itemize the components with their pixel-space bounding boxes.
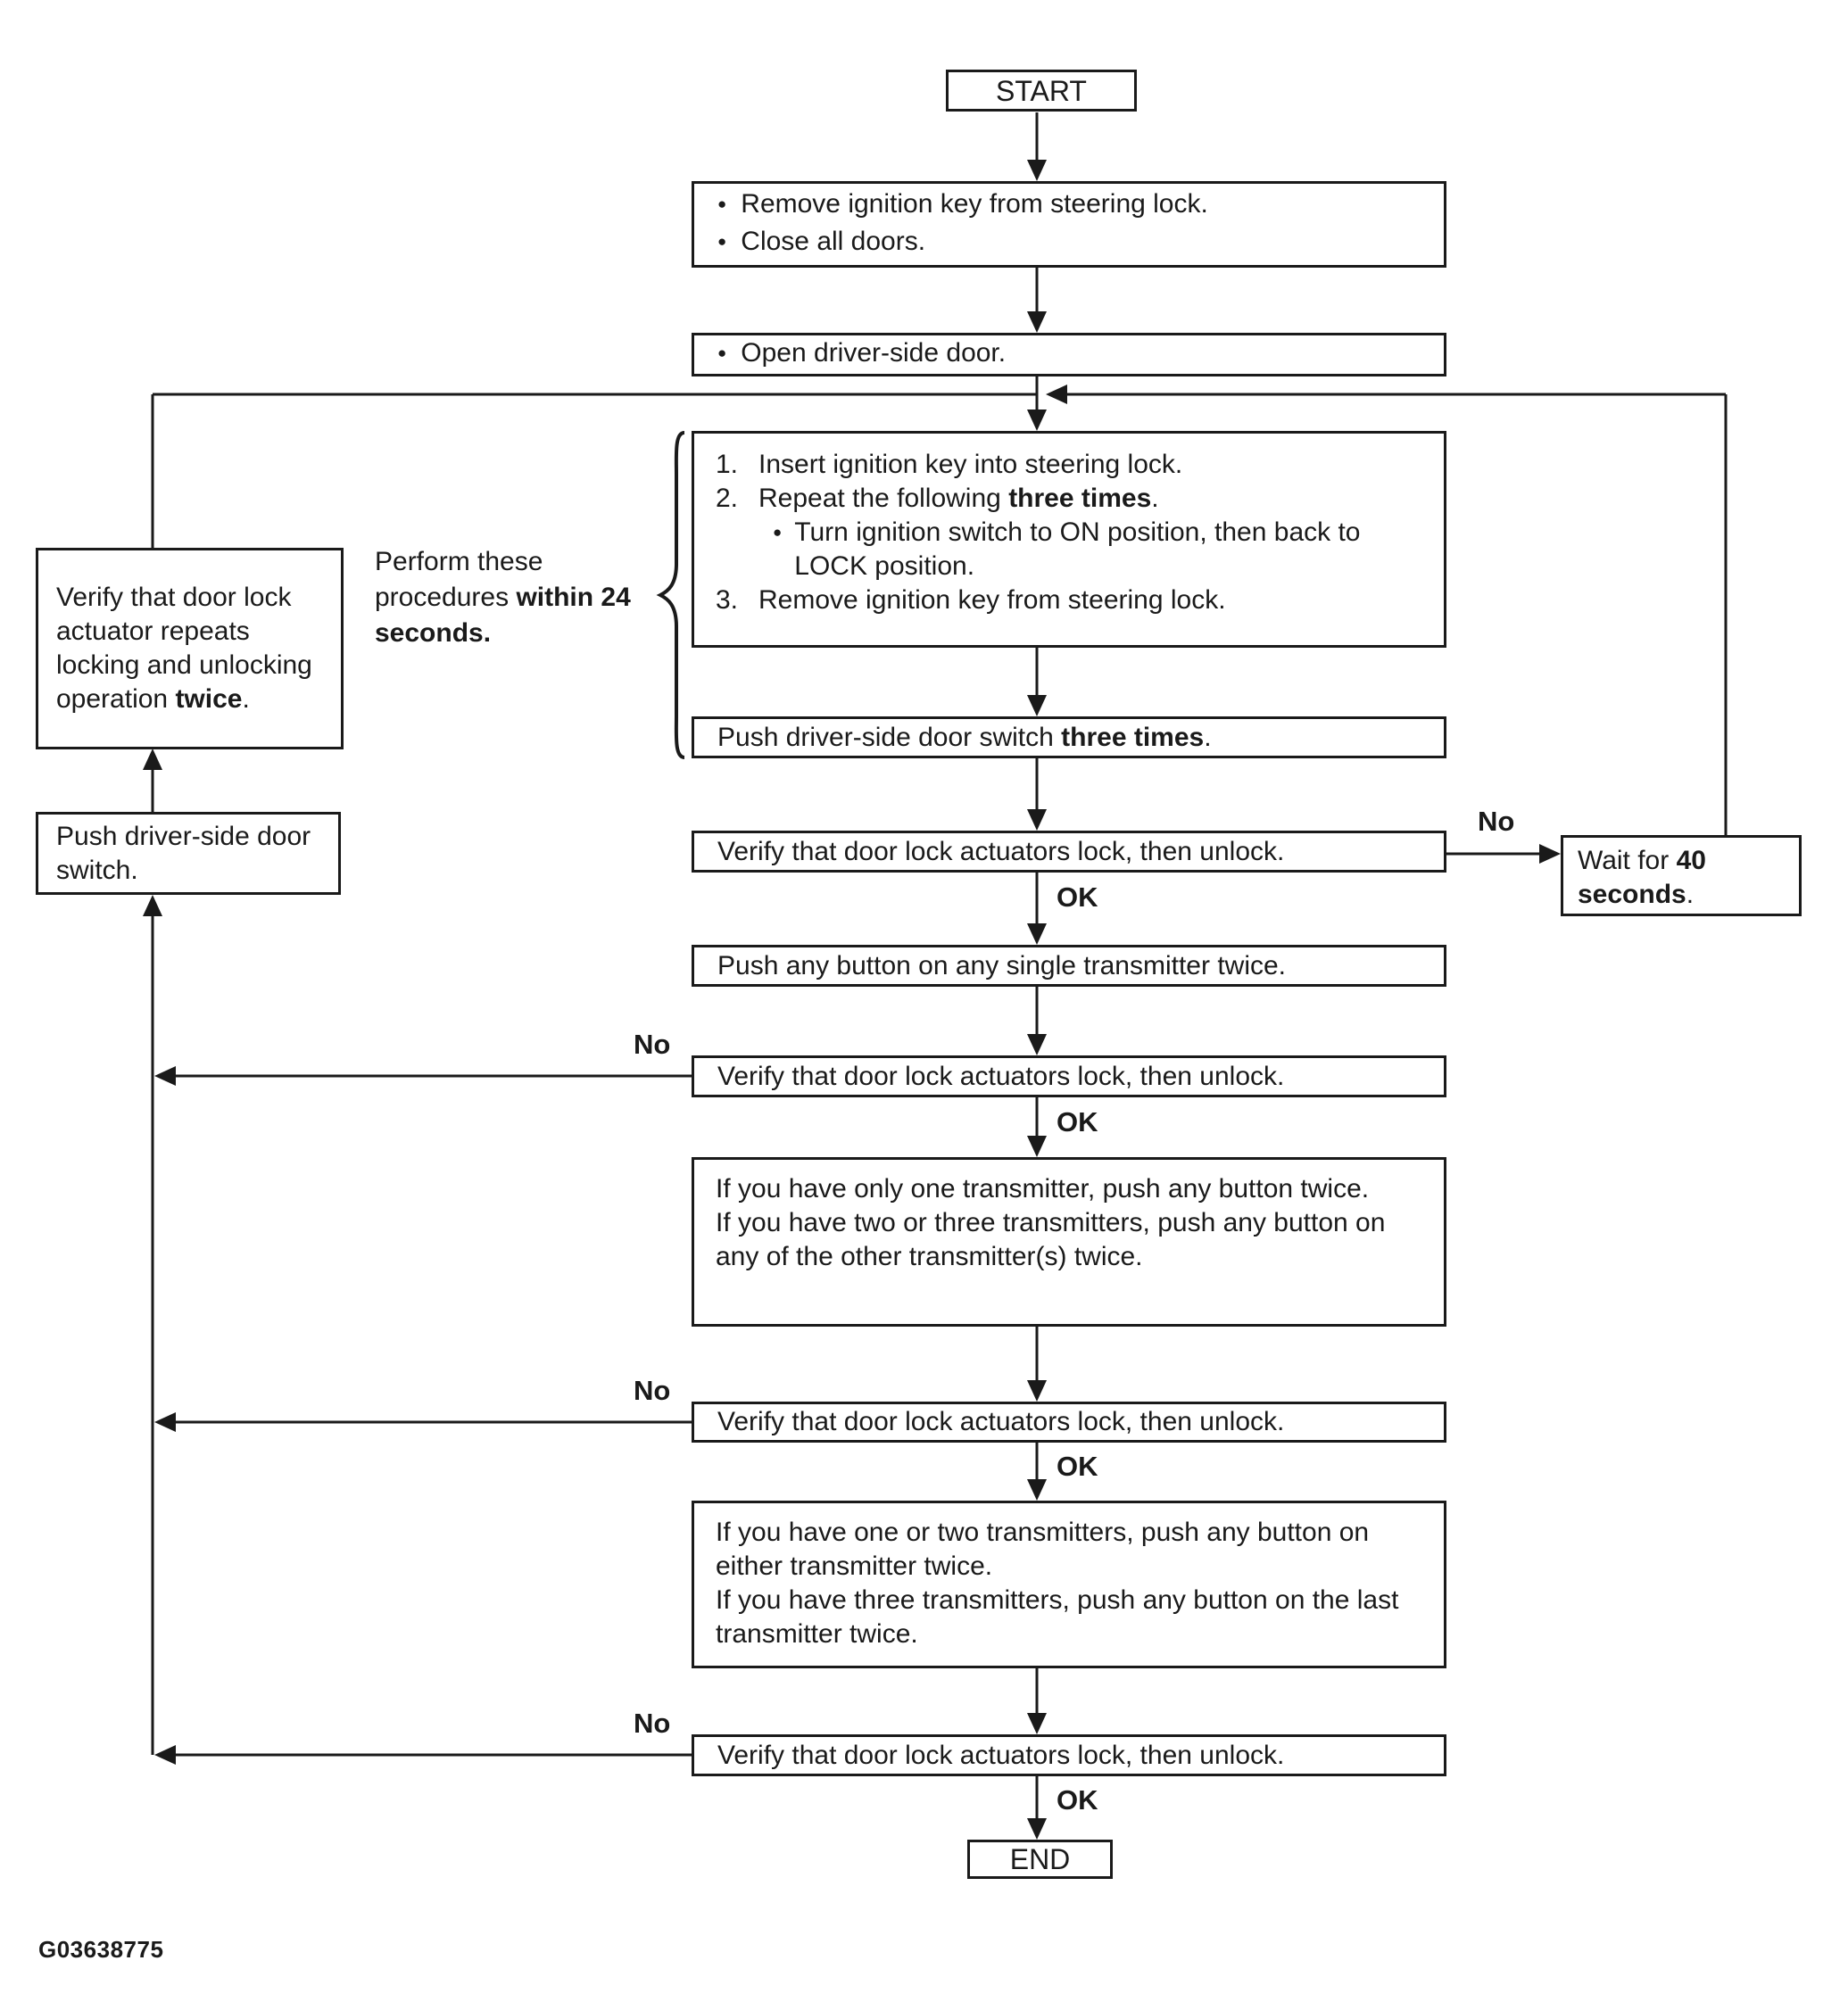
step-text: Turn ignition switch to ON position, then back to LOCK position. <box>794 517 1361 581</box>
step-text: Verify that door lock actuators lock, then unlock. <box>717 836 1285 866</box>
left-push-switch-step <box>36 812 341 895</box>
end-label: END <box>1009 1843 1071 1875</box>
step-text: Verify that door lock actuators lock, then unlock. <box>717 1740 1285 1770</box>
start-label: START <box>996 74 1087 107</box>
verify-step-3 <box>692 1402 1446 1443</box>
figure-code: G03638775 <box>38 1936 164 1963</box>
step-text: Verify that door lock actuators lock, then unlock. <box>717 1061 1285 1091</box>
procedure-step-3 <box>716 583 1428 617</box>
push-switch-three-times-step <box>692 716 1446 758</box>
wait-40-seconds-step: Wait for 40 seconds. <box>1561 835 1802 916</box>
ok-label-4: OK <box>1057 1784 1098 1816</box>
procedure-brace <box>652 428 692 762</box>
step-text: Verify that door lock actuator repeats locking and unlocking operation twice. <box>56 583 312 714</box>
step-line: ● Open driver-side door. <box>717 336 1006 374</box>
no-label-3: No <box>634 1375 671 1406</box>
step-text: Remove ignition key from steering lock. <box>758 585 1226 615</box>
open-door-step <box>692 333 1446 376</box>
step-text: Insert ignition key into steering lock. <box>758 450 1183 479</box>
ignition-procedure-step <box>692 431 1446 648</box>
procedure-step-2 <box>716 482 1428 516</box>
timing-note: Perform these procedures within 24 seconds. <box>375 547 631 648</box>
step-number: 2. <box>716 484 739 513</box>
remove-key-step <box>692 181 1446 268</box>
step-number: 3. <box>716 585 739 615</box>
end-node <box>967 1840 1113 1879</box>
verify-step-2 <box>692 1055 1446 1097</box>
step-line: If you have three transmitters, push any button on the last transmitter twice. <box>716 1585 1399 1649</box>
no-label-2: No <box>634 1029 671 1060</box>
bullet-icon <box>773 516 782 583</box>
step-text: Push any button on any single transmitter twice. <box>717 950 1287 980</box>
start-node <box>946 70 1137 112</box>
ok-label-3: OK <box>1057 1451 1098 1482</box>
no-label-1: No <box>1478 806 1515 837</box>
verify-step-1 <box>692 831 1446 873</box>
step-text: Push driver-side door switch. <box>56 821 311 885</box>
verify-step-4 <box>692 1734 1446 1776</box>
step-line: ● Close all doors. <box>717 225 1435 262</box>
push-any-button-step <box>692 945 1446 987</box>
step-text: Repeat the following three times. <box>758 484 1159 513</box>
step-line: If you have two or three transmitters, push any button on any of the other transmitter(s) twice. <box>716 1208 1386 1271</box>
no-label-4: No <box>634 1708 671 1739</box>
procedure-step-1 <box>716 448 1428 482</box>
step-text: Verify that door lock actuators lock, then unlock. <box>717 1407 1285 1436</box>
step-line: If you have only one transmitter, push any button twice. <box>716 1174 1370 1204</box>
step-line: ● Remove ignition key from steering lock. <box>717 187 1435 225</box>
procedure-step-2-sub <box>773 516 1428 583</box>
ok-label-2: OK <box>1057 1106 1098 1138</box>
ok-label-1: OK <box>1057 881 1098 913</box>
step-number: 1. <box>716 450 739 479</box>
step-text: Push driver-side door switch three times. <box>717 722 1212 752</box>
last-transmitter-step <box>692 1501 1446 1668</box>
other-transmitters-step <box>692 1157 1446 1327</box>
left-verify-actuator-step <box>36 548 344 749</box>
step-line: If you have one or two transmitters, push any button on either transmitter twice. <box>716 1518 1370 1581</box>
